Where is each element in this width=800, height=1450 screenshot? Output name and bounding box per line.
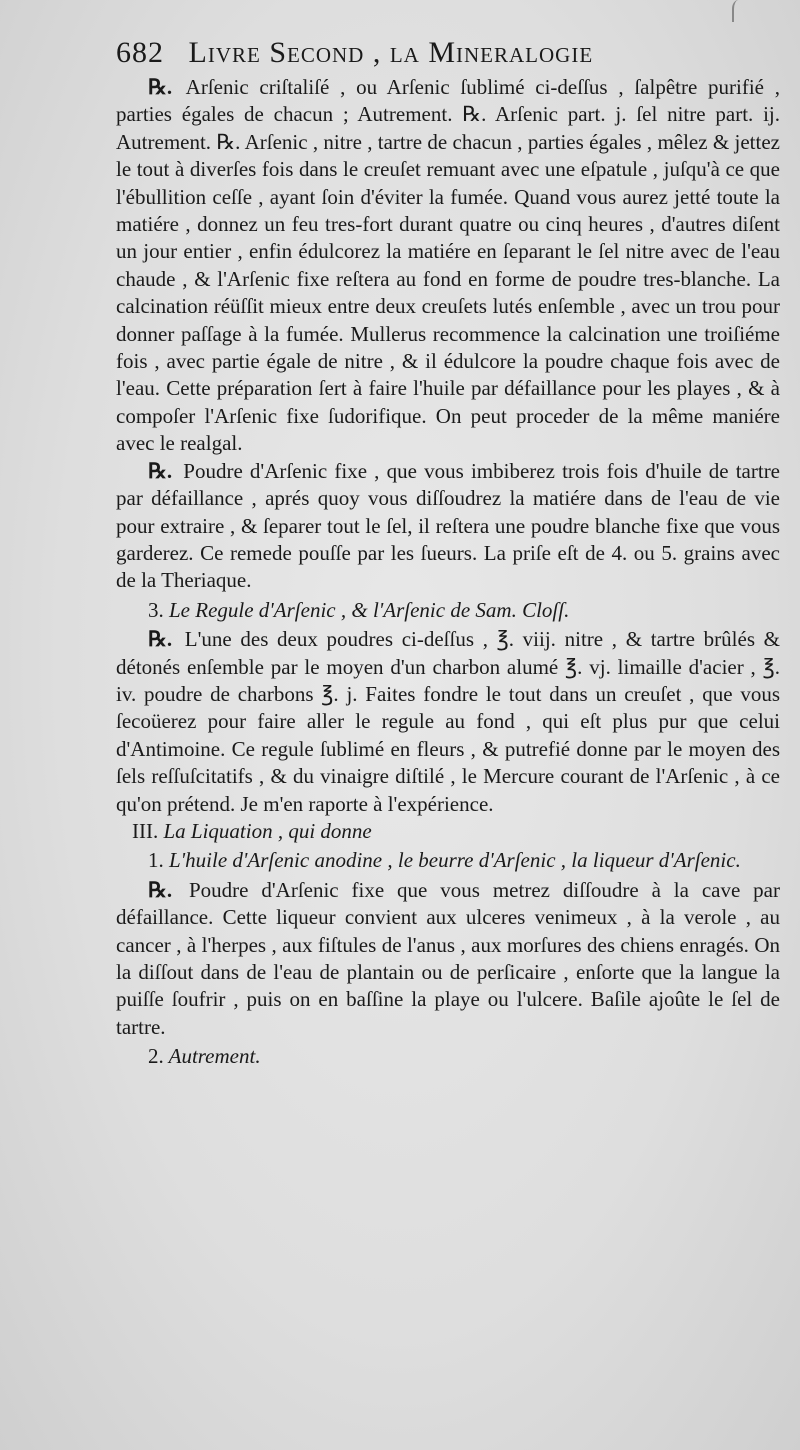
subheading-number: 2.	[148, 1044, 164, 1069]
running-title: Livre Second , la Mineralogie	[188, 36, 594, 69]
paragraph-1	[116, 74, 780, 458]
paragraph-3	[116, 626, 780, 818]
paragraph-text: Poudre d'Arſenic fixe , que vous imbiberez trois fois d'huile de tartre par défaillance , aprés quoy vous diſſoudrez la matiére dans de l'eau de vie pour extraire , & ſeparer tout le ſel, il reſtera une poudre blanche fixe que vous garderez. Ce remede pouſſe par les ſueurs. La priſe eſt de 4. ou 5. grains avec de la Theriaque.	[116, 458, 781, 593]
page-edge-mark	[732, 0, 748, 22]
section-numeral: III.	[132, 818, 159, 843]
paragraph-text: Poudre d'Arſenic fixe que vous metrez diſſoudre à la cave par défaillance. Cette liqueur convient aux ulceres venimeux , à la verole , au cancer , à l'herpes , aux fiſtules de l'anus , aux morſures des chiens enragés. On la diſſout dans de l'eau de plantain ou de perſicaire , enſorte que la langue la puiſſe ſoufrir , puis on en baſſine la playe ou l'ulcere. Baſile ajoûte le ſel de tartre.	[116, 877, 781, 1039]
subheading-text: Le Regule d'Arſenic , & l'Arſenic de Sam. Cloſſ.	[169, 597, 570, 622]
subheading-1	[116, 847, 780, 874]
section-text: La Liquation , qui donne	[163, 818, 372, 843]
subheading-2	[116, 1043, 780, 1070]
page-header	[116, 36, 736, 70]
subheading-number: 3.	[148, 597, 164, 622]
recipe-symbol: ℞.	[148, 458, 173, 483]
recipe-symbol: ℞.	[148, 627, 173, 652]
recipe-symbol: ℞.	[148, 877, 173, 902]
paragraph-4	[116, 877, 780, 1041]
subheading-3	[116, 597, 780, 624]
paragraph-text: L'une des deux poudres ci-deſſus , ℥. viij. nitre , & tartre brûlés & détonés enſemble par le moyen d'un charbon alumé ℥. vj. limaille d'acier , ℥. iv. poudre de charbons ℥. j. Faites fondre le tout dans un creuſet , que vous ſecoüerez pour faire aller le regule au fond , qui eſt plus pur que celui d'Antimoine. Ce regule ſublimé en fleurs , & putrefié donne par le moyen des ſels reſſuſcitatifs , & du vinaigre diſtilé , le Mercure courant de l'Arſenic , à ce qu'on prétend. Je m'en raporte à l'expérience.	[116, 627, 781, 816]
recipe-symbol: ℞.	[148, 75, 173, 99]
page-number: 682	[116, 36, 164, 69]
body-text	[116, 74, 780, 1073]
subheading-number: 1.	[148, 848, 164, 873]
subheading-text: L'huile d'Arſenic anodine , le beurre d'Arſenic , la liqueur d'Arſenic.	[169, 848, 741, 873]
paragraph-2	[116, 458, 780, 595]
subheading-text: Autrement.	[168, 1044, 261, 1069]
paragraph-text: Arſenic criſtaliſé , ou Arſenic ſublimé ci-deſſus , ſalpêtre purifié , parties égales de chacun ; Autrement. ℞. Arſenic part. j. ſel nitre part. ij. Autrement. ℞. Arſenic , nitre , tartre de chacun , parties égales , mêlez & jettez le tout à diverſes fois dans le creuſet remuant avec une eſpatule , juſqu'à ce que l'ébullition ceſſe , ayant ſoin d'éviter la fumée. Quand vous aurez jetté toute la matiére , donnez un feu tres-fort durant quatre ou cinq heures , d'autres diſent un jour entier , enfin édulcorez la matiére en ſeparant le ſel nitre avec de l'eau chaude , & l'Arſenic fixe reſtera au fond en forme de poudre tres-blanche. La calcination réüſſit mieux entre deux creuſets lutés enſemble , avec un trou pour donner paſſage à la fumée. Mullerus recommence la calcination une troiſiéme fois , avec partie égale de nitre , & il édulcore la poudre chaque fois avec de l'eau. Cette préparation ſert à faire l'huile par défaillance pour les playes , & à compoſer l'Arſenic fixe ſudorifique. On peut proceder de la même maniére avec le realgal.	[116, 75, 780, 456]
section-heading	[116, 818, 780, 845]
